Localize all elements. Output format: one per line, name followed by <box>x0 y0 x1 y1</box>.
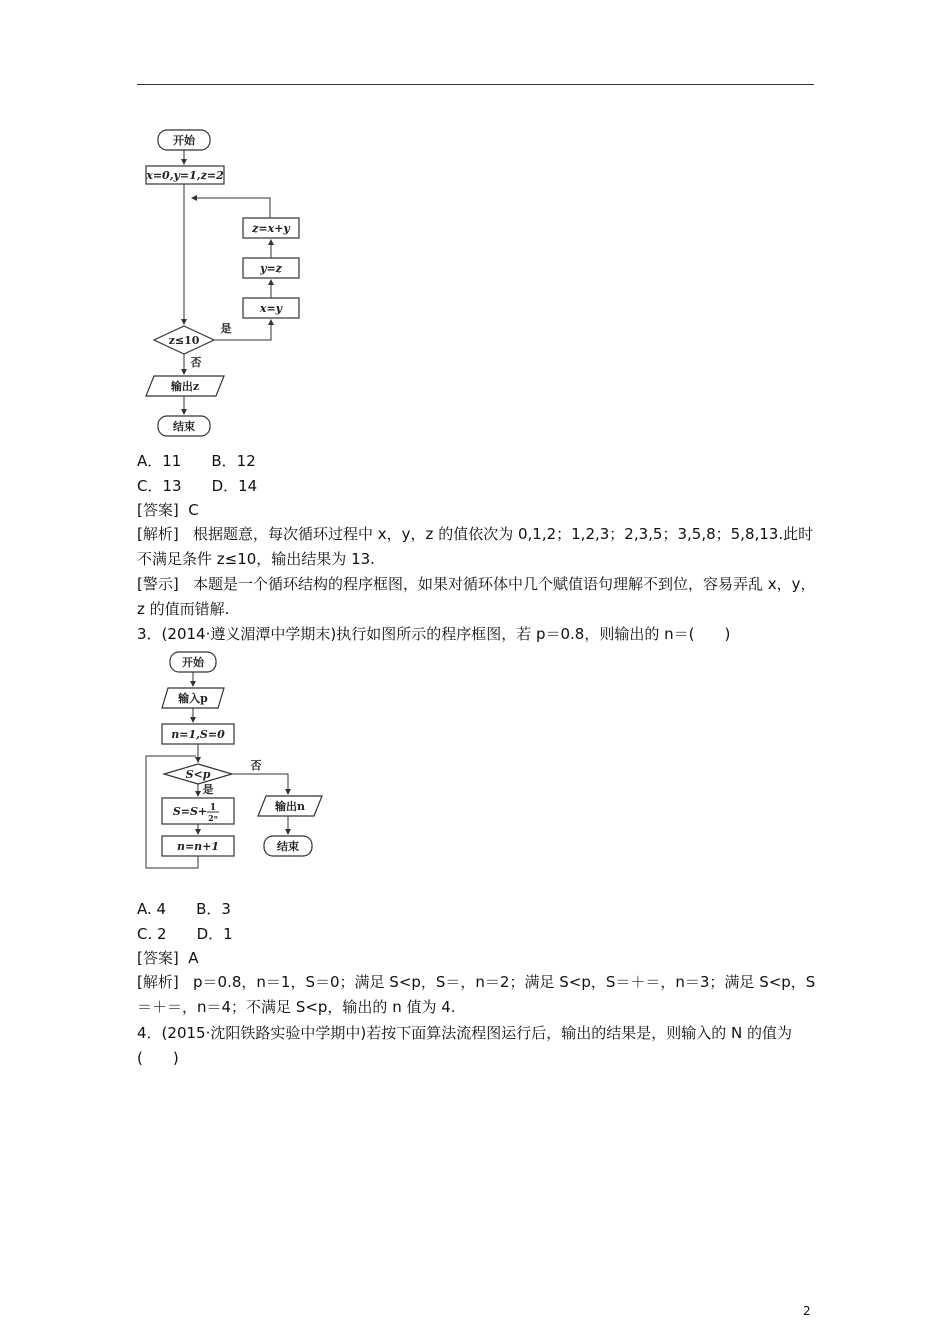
q2-analysis-tag: [解析] <box>137 525 179 543</box>
q2-opt-b: B．12 <box>211 452 256 470</box>
yes-label-2: 是 <box>202 783 214 796</box>
start-label-2: 开始 <box>182 656 204 669</box>
q3-answer-tag: [答案] <box>137 949 179 967</box>
frac-den: 2ⁿ <box>208 813 218 823</box>
q2-answer-tag: [答案] <box>137 501 179 519</box>
init-label-2: n=1,S=0 <box>171 728 225 741</box>
q2-opt-d: D．14 <box>211 477 258 495</box>
q2-answer <box>137 501 199 519</box>
flowchart-1 <box>140 122 320 440</box>
flowchart-2 <box>140 648 340 876</box>
q2-warning <box>137 572 817 622</box>
q3-analysis-tag: [解析] <box>137 973 179 991</box>
q2-options-ab <box>137 452 256 470</box>
step-b-label: n=n+1 <box>176 840 220 853</box>
q3-options-ab <box>137 900 231 918</box>
q2-analysis-text: 根据题意，每次循环过程中 x，y，z 的值依次为 0,1,2；1,2,3；2,3,5；3,5,8；5,8,13.此时不满足条件 z≤10，输出结果为 13. <box>137 525 814 568</box>
no-label-2: 否 <box>250 759 262 772</box>
page-number: 2 <box>803 1304 811 1318</box>
cond-label-2: S<p <box>185 768 211 781</box>
input-label: 输入p <box>178 692 208 705</box>
s3-label: x=y <box>259 302 283 315</box>
q2-warning-text: 本题是一个循环结构的程序框图，如果对循环体中几个赋值语句理解不到位，容易弄乱 x，y，z 的值而错解. <box>137 575 816 618</box>
frac-num: 1 <box>209 803 217 813</box>
q2-opt-a: A．11 <box>137 452 182 470</box>
s2-label: y=z <box>260 262 282 275</box>
yes-label: 是 <box>220 322 232 335</box>
start-label: 开始 <box>173 134 195 147</box>
q3-options-cd <box>137 925 233 943</box>
end-label: 结束 <box>173 420 195 433</box>
q3-opt-c: C. 2 <box>137 925 167 943</box>
q2-analysis <box>137 522 817 572</box>
q3-analysis <box>137 970 817 1020</box>
end-label-2: 结束 <box>277 840 299 853</box>
q3-opt-b: B．3 <box>196 900 231 918</box>
q4-stem: 4．(2015·沈阳铁路实验中学期中)若按下面算法流程图运行后，输出的结果是，则输入的 N 的值为( ) <box>137 1024 792 1067</box>
q2-warning-tag: [警示] <box>137 575 179 593</box>
q3-opt-a: A. 4 <box>137 900 167 918</box>
header-rule <box>137 84 814 85</box>
q3-answer <box>137 949 199 967</box>
step-a-label: S=S+ <box>172 805 208 818</box>
init-label: x=0,y=1,z=2 <box>146 169 224 182</box>
q3-analysis-text: p＝0.8，n＝1，S＝0；满足 S<p，S＝，n＝2；满足 S<p，S＝＋＝，n＝3；满足 S<p，S＝＋＝，n＝4；不满足 S<p，输出的 n 值为 4. <box>137 973 816 1016</box>
q2-opt-c: C．13 <box>137 477 182 495</box>
cond-label: z≤10 <box>168 334 200 347</box>
output-label: 输出z <box>170 380 200 393</box>
q3-answer-value: A <box>188 949 199 967</box>
q2-answer-value: C <box>188 501 199 519</box>
q3-opt-d: D．1 <box>196 925 233 943</box>
q2-options-cd <box>137 477 257 495</box>
output-label-2: 输出n <box>275 800 305 813</box>
no-label: 否 <box>190 356 202 369</box>
s1-label: z=x+y <box>252 222 290 235</box>
q3-stem: 3．(2014·遵义湄潭中学期末)执行如图所示的程序框图，若 p＝0.8，则输出的 n＝( ) <box>137 625 731 643</box>
